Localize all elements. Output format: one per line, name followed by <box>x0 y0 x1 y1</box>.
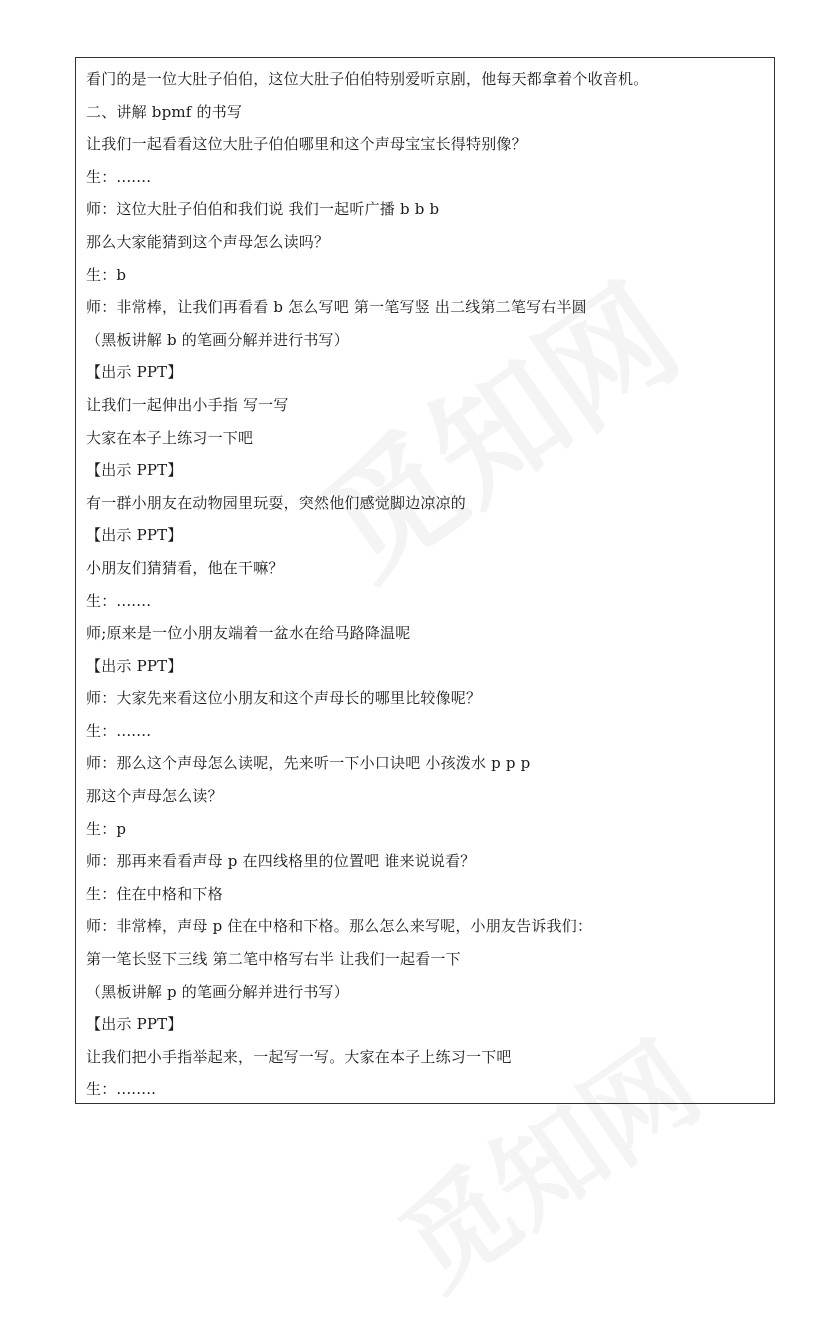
text-line: 那么大家能猜到这个声母怎么读吗？ <box>86 232 330 251</box>
text-line: （黑板讲解 b 的笔画分解并进行书写） <box>86 330 349 349</box>
text-line: 师：那再来看看声母 p 在四线格里的位置吧 谁来说说看？ <box>86 852 476 871</box>
text-line: 师;原来是一位小朋友端着一盆水在给马路降温呢 <box>86 624 411 643</box>
text-line: 有一群小朋友在动物园里玩耍，突然他们感觉脚边凉凉的 <box>86 493 467 512</box>
ppt-marker: 【出示 PPT】 <box>86 656 183 675</box>
text-line: （黑板讲解 p 的笔画分解并进行书写） <box>86 982 349 1001</box>
text-line: 生：p <box>86 819 127 838</box>
ppt-marker: 【出示 PPT】 <box>86 461 183 480</box>
text-line: 让我们一起看看这位大肚子伯伯哪里和这个声母宝宝长得特别像？ <box>86 135 527 154</box>
text-line: 师：非常棒，让我们再看看 b 怎么写吧 第一笔写竖 出二线第二笔写右半圆 <box>86 298 587 317</box>
text-line: 生：....... <box>86 167 152 186</box>
ppt-marker: 【出示 PPT】 <box>86 526 183 545</box>
text-line: 生：....... <box>86 591 152 610</box>
text-line: 师：这位大肚子伯伯和我们说 我们一起听广播 b b b <box>86 200 440 219</box>
text-line: 第一笔长竖下三线 第二笔中格写右半 让我们一起看一下 <box>86 950 461 969</box>
text-line: 大家在本子上练习一下吧 <box>86 428 254 447</box>
text-line: 师：大家先来看这位小朋友和这个声母长的哪里比较像呢？ <box>86 689 482 708</box>
text-line: 让我们把小手指举起来，一起写一写。大家在本子上练习一下吧 <box>86 1047 512 1066</box>
text-line: 生：....... <box>86 721 152 740</box>
text-line: 那这个声母怎么读？ <box>86 787 223 806</box>
text-line: 生：b <box>86 265 127 284</box>
text-line: 让我们一起伸出小手指 写一写 <box>86 395 289 414</box>
ppt-marker: 【出示 PPT】 <box>86 363 183 382</box>
text-line: 生：住在中格和下格 <box>86 884 223 903</box>
section-heading: 二、讲解 bpmf 的书写 <box>86 102 243 121</box>
text-line: 师：那么这个声母怎么读呢，先来听一下小口诀吧 小孩泼水 p p p <box>86 754 531 773</box>
text-line: 生：........ <box>86 1080 157 1099</box>
document-body <box>86 63 766 1106</box>
text-line: 师：非常棒，声母 p 住在中格和下格。那么怎么来写呢，小朋友告诉我们： <box>86 917 593 936</box>
text-line: 看门的是一位大肚子伯伯，这位大肚子伯伯特别爱听京剧，他每天都拿着个收音机。 <box>86 70 649 88</box>
ppt-marker: 【出示 PPT】 <box>86 1015 183 1034</box>
text-line: 小朋友们猜猜看，他在干嘛？ <box>86 558 284 577</box>
